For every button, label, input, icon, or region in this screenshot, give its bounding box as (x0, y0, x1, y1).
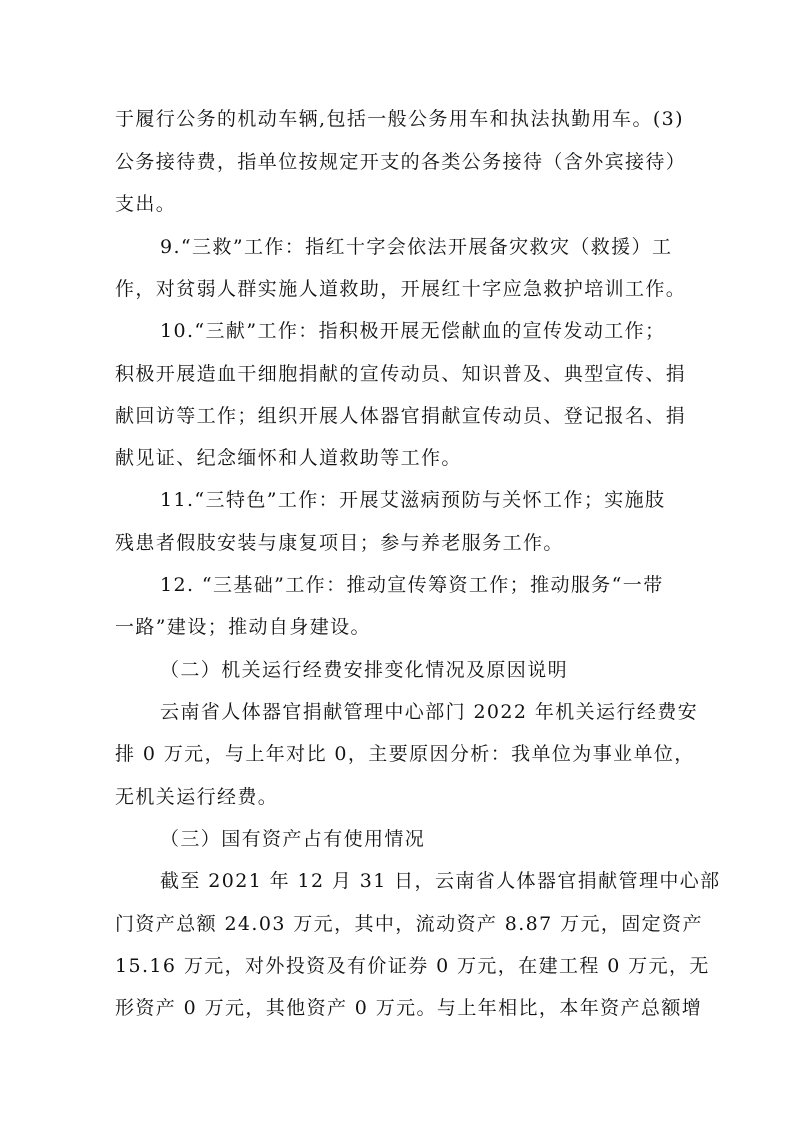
list-item-9: 9.“三救”工作：指红十字会依法开展备灾救灾（救援）工 (160, 236, 673, 258)
list-item-10: 10.“三献”工作：指积极开展无偿献血的宣传发动工作； (160, 320, 666, 342)
text-line: 一路”建设；推动自身建设。 (115, 616, 371, 638)
paragraph-first-line: 截至 2021 年 12 月 31 日，云南省人体器官捐献管理中心部 (160, 870, 721, 892)
section-heading-3: （三）国有资产占有使用情况 (160, 828, 426, 850)
text-line: 残患者假肢安装与康复项目；参与养老服务工作。 (115, 532, 564, 554)
text-line: 作，对贫弱人群实施人道救助，开展红十字应急救护培训工作。 (115, 278, 687, 300)
paragraph-first-line: 云南省人体器官捐献管理中心部门 2022 年机关运行经费安 (160, 701, 699, 723)
text-line: 支出。 (115, 193, 177, 215)
list-item-11: 11.“三特色”工作：开展艾滋病预防与关怀工作；实施肢 (160, 489, 666, 511)
text-line: 献回访等工作；组织开展人体器官捐献宣传动员、登记报名、捐 (115, 405, 687, 427)
text-line: 献见证、纪念缅怀和人道救助等工作。 (115, 447, 462, 469)
text-line: 门资产总额 24.03 万元，其中，流动资产 8.87 万元，固定资产 (115, 913, 703, 935)
text-line: 排 0 万元，与上年对比 0，主要原因分析：我单位为事业单位， (115, 743, 695, 765)
text-line: 无机关运行经费。 (115, 786, 279, 808)
text-line: 形资产 0 万元，其他资产 0 万元。与上年相比，本年资产总额增 (115, 997, 703, 1019)
text-line: 15.16 万元，对外投资及有价证券 0 万元，在建工程 0 万元，无 (115, 955, 710, 977)
list-item-12: 12. “三基础”工作：推动宣传筹资工作；推动服务“一带 (160, 574, 664, 596)
text-line: 积极开展造血干细胞捐献的宣传动员、知识普及、典型宣传、捐 (115, 363, 687, 385)
text-line: 于履行公务的机动车辆,包括一般公务用车和执法执勤用车。(3) (115, 108, 684, 130)
text-line: 公务接待费，指单位按规定开支的各类公务接待（含外宾接待） (115, 151, 687, 173)
section-heading-2: （二）机关运行经费安排变化情况及原因说明 (160, 659, 569, 681)
